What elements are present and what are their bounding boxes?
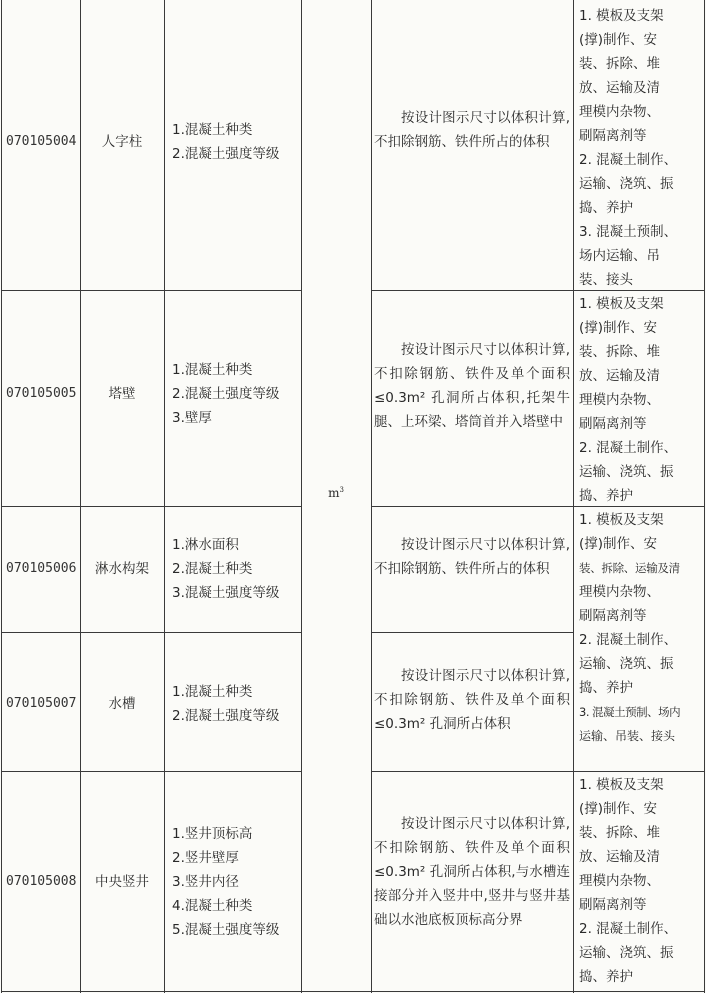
work-line: 装、拆除、堆 xyxy=(579,825,660,841)
work-line: 运输、吊装、接头 xyxy=(579,729,676,743)
rule-name-feature xyxy=(164,0,165,993)
work-line: (撑)制作、安 xyxy=(579,801,658,817)
item-name: 中央竖井 xyxy=(95,874,149,890)
feature-line: 2.混凝土强度等级 xyxy=(172,146,280,162)
measurement-rule: 按设计图示尺寸以体积计算,不扣除钢筋、铁件及单个面积≤0.3m² 孔洞所占体积 xyxy=(374,668,570,732)
row-divider xyxy=(1,771,301,772)
feature-line: 3.壁厚 xyxy=(172,410,212,426)
measurement-rule: 按设计图示尺寸以体积计算,不扣除钢筋、铁件及单个面积≤0.3m² 孔洞所占体积,与水槽连接部分并入竖井中,竖井与竖井基础以水池底板顶标高分界 xyxy=(374,816,570,928)
work-line: 运输、浇筑、振 xyxy=(579,656,674,672)
feature-line: 5.混凝土强度等级 xyxy=(172,922,280,938)
item-features xyxy=(172,118,279,166)
work-line: 1. 模板及支架 xyxy=(579,512,664,528)
work-line: 放、运输及清 xyxy=(579,849,660,865)
work-line: 装、拆除、运输及清 xyxy=(579,561,680,575)
work-content xyxy=(579,508,680,748)
work-content xyxy=(579,773,677,989)
work-line: 1. 模板及支架 xyxy=(579,8,664,24)
item-features xyxy=(172,822,279,942)
feature-line: 3.混凝土强度等级 xyxy=(172,585,280,601)
work-line: 放、运输及清 xyxy=(579,368,660,384)
item-name: 淋水构架 xyxy=(95,561,149,577)
row-divider xyxy=(573,771,704,772)
item-code: 070105008 xyxy=(6,874,77,889)
work-line: 理模内杂物、 xyxy=(579,584,660,600)
work-line: 1. 模板及支架 xyxy=(579,777,664,793)
table-bottom-rule xyxy=(1,991,705,992)
rule-rule-work xyxy=(573,0,574,993)
work-line: 理模内杂物、 xyxy=(579,873,660,889)
item-code: 070105004 xyxy=(6,134,77,149)
unit-base: m xyxy=(328,486,340,500)
item-name: 塔壁 xyxy=(108,386,136,402)
measurement-rule: 按设计图示尺寸以体积计算,不扣除钢筋、铁件所占的体积 xyxy=(374,110,570,150)
row-divider xyxy=(371,290,573,291)
item-features xyxy=(172,358,279,430)
work-content xyxy=(579,292,677,508)
work-line: (撑)制作、安 xyxy=(579,320,658,336)
work-line: (撑)制作、安 xyxy=(579,536,658,552)
feature-line: 1.混凝土种类 xyxy=(172,362,253,378)
measurement-rule: 按设计图示尺寸以体积计算,不扣除钢筋、铁件及单个面积≤0.3m² 孔洞所占体积,托架牛腿、上环梁、塔筒首并入塔壁中 xyxy=(374,342,570,430)
work-line: 1. 模板及支架 xyxy=(579,296,664,312)
feature-line: 1.竖井顶标高 xyxy=(172,826,253,842)
feature-line: 2.混凝土种类 xyxy=(172,561,253,577)
measurement-rule: 按设计图示尺寸以体积计算,不扣除钢筋、铁件所占的体积 xyxy=(374,537,570,577)
item-features xyxy=(172,680,279,728)
work-line: 刷隔离剂等 xyxy=(579,128,647,144)
rule-unit-rule xyxy=(371,0,372,993)
item-code: 070105006 xyxy=(6,561,77,576)
work-line: 捣、养护 xyxy=(579,969,633,985)
feature-line: 2.混凝土强度等级 xyxy=(172,708,280,724)
feature-line: 3.竖井内径 xyxy=(172,874,239,890)
work-line: 装、拆除、堆 xyxy=(579,344,660,360)
work-line: 捣、养护 xyxy=(579,488,633,504)
row-divider xyxy=(1,290,301,291)
work-line: 运输、浇筑、振 xyxy=(579,945,674,961)
work-line: 场内运输、吊 xyxy=(579,248,660,264)
work-line: 刷隔离剂等 xyxy=(579,608,647,624)
item-name: 水槽 xyxy=(108,696,136,712)
work-line: 刷隔离剂等 xyxy=(579,897,647,913)
work-line: 运输、浇筑、振 xyxy=(579,176,674,192)
item-name: 人字柱 xyxy=(101,134,143,150)
work-line: 理模内杂物、 xyxy=(579,392,660,408)
work-line: 3. 混凝土预制、 xyxy=(579,224,678,240)
row-divider xyxy=(371,632,573,633)
unit-cell xyxy=(301,481,371,505)
item-features xyxy=(172,533,279,605)
work-line: 刷隔离剂等 xyxy=(579,416,647,432)
work-line: 2. 混凝土制作、 xyxy=(579,632,678,648)
rule-left xyxy=(1,0,2,993)
work-line: 捣、养护 xyxy=(579,680,633,696)
feature-line: 1.淋水面积 xyxy=(172,537,239,553)
work-line: 装、拆除、堆 xyxy=(579,56,660,72)
work-line: 放、运输及清 xyxy=(579,80,660,96)
rule-right xyxy=(704,0,705,993)
row-divider xyxy=(1,632,301,633)
feature-line: 4.混凝土种类 xyxy=(172,898,253,914)
work-line: 3. 混凝土预制、场内 xyxy=(579,705,681,719)
work-line: 捣、养护 xyxy=(579,200,633,216)
item-code: 070105007 xyxy=(6,696,77,711)
feature-line: 2.竖井壁厚 xyxy=(172,850,239,866)
work-content xyxy=(579,4,677,292)
work-line: 理模内杂物、 xyxy=(579,104,660,120)
work-line: (撑)制作、安 xyxy=(579,32,658,48)
row-divider xyxy=(371,771,573,772)
work-line: 装、接头 xyxy=(579,272,633,288)
feature-line: 1.混凝土种类 xyxy=(172,684,253,700)
row-divider xyxy=(371,506,573,507)
work-line: 运输、浇筑、振 xyxy=(579,464,674,480)
work-line: 2. 混凝土制作、 xyxy=(579,921,678,937)
work-line: 2. 混凝土制作、 xyxy=(579,440,678,456)
row-divider xyxy=(1,506,301,507)
feature-line: 1.混凝土种类 xyxy=(172,122,253,138)
item-code: 070105005 xyxy=(6,386,77,401)
work-line: 2. 混凝土制作、 xyxy=(579,152,678,168)
feature-line: 2.混凝土强度等级 xyxy=(172,386,280,402)
unit-power: 3 xyxy=(339,486,344,494)
